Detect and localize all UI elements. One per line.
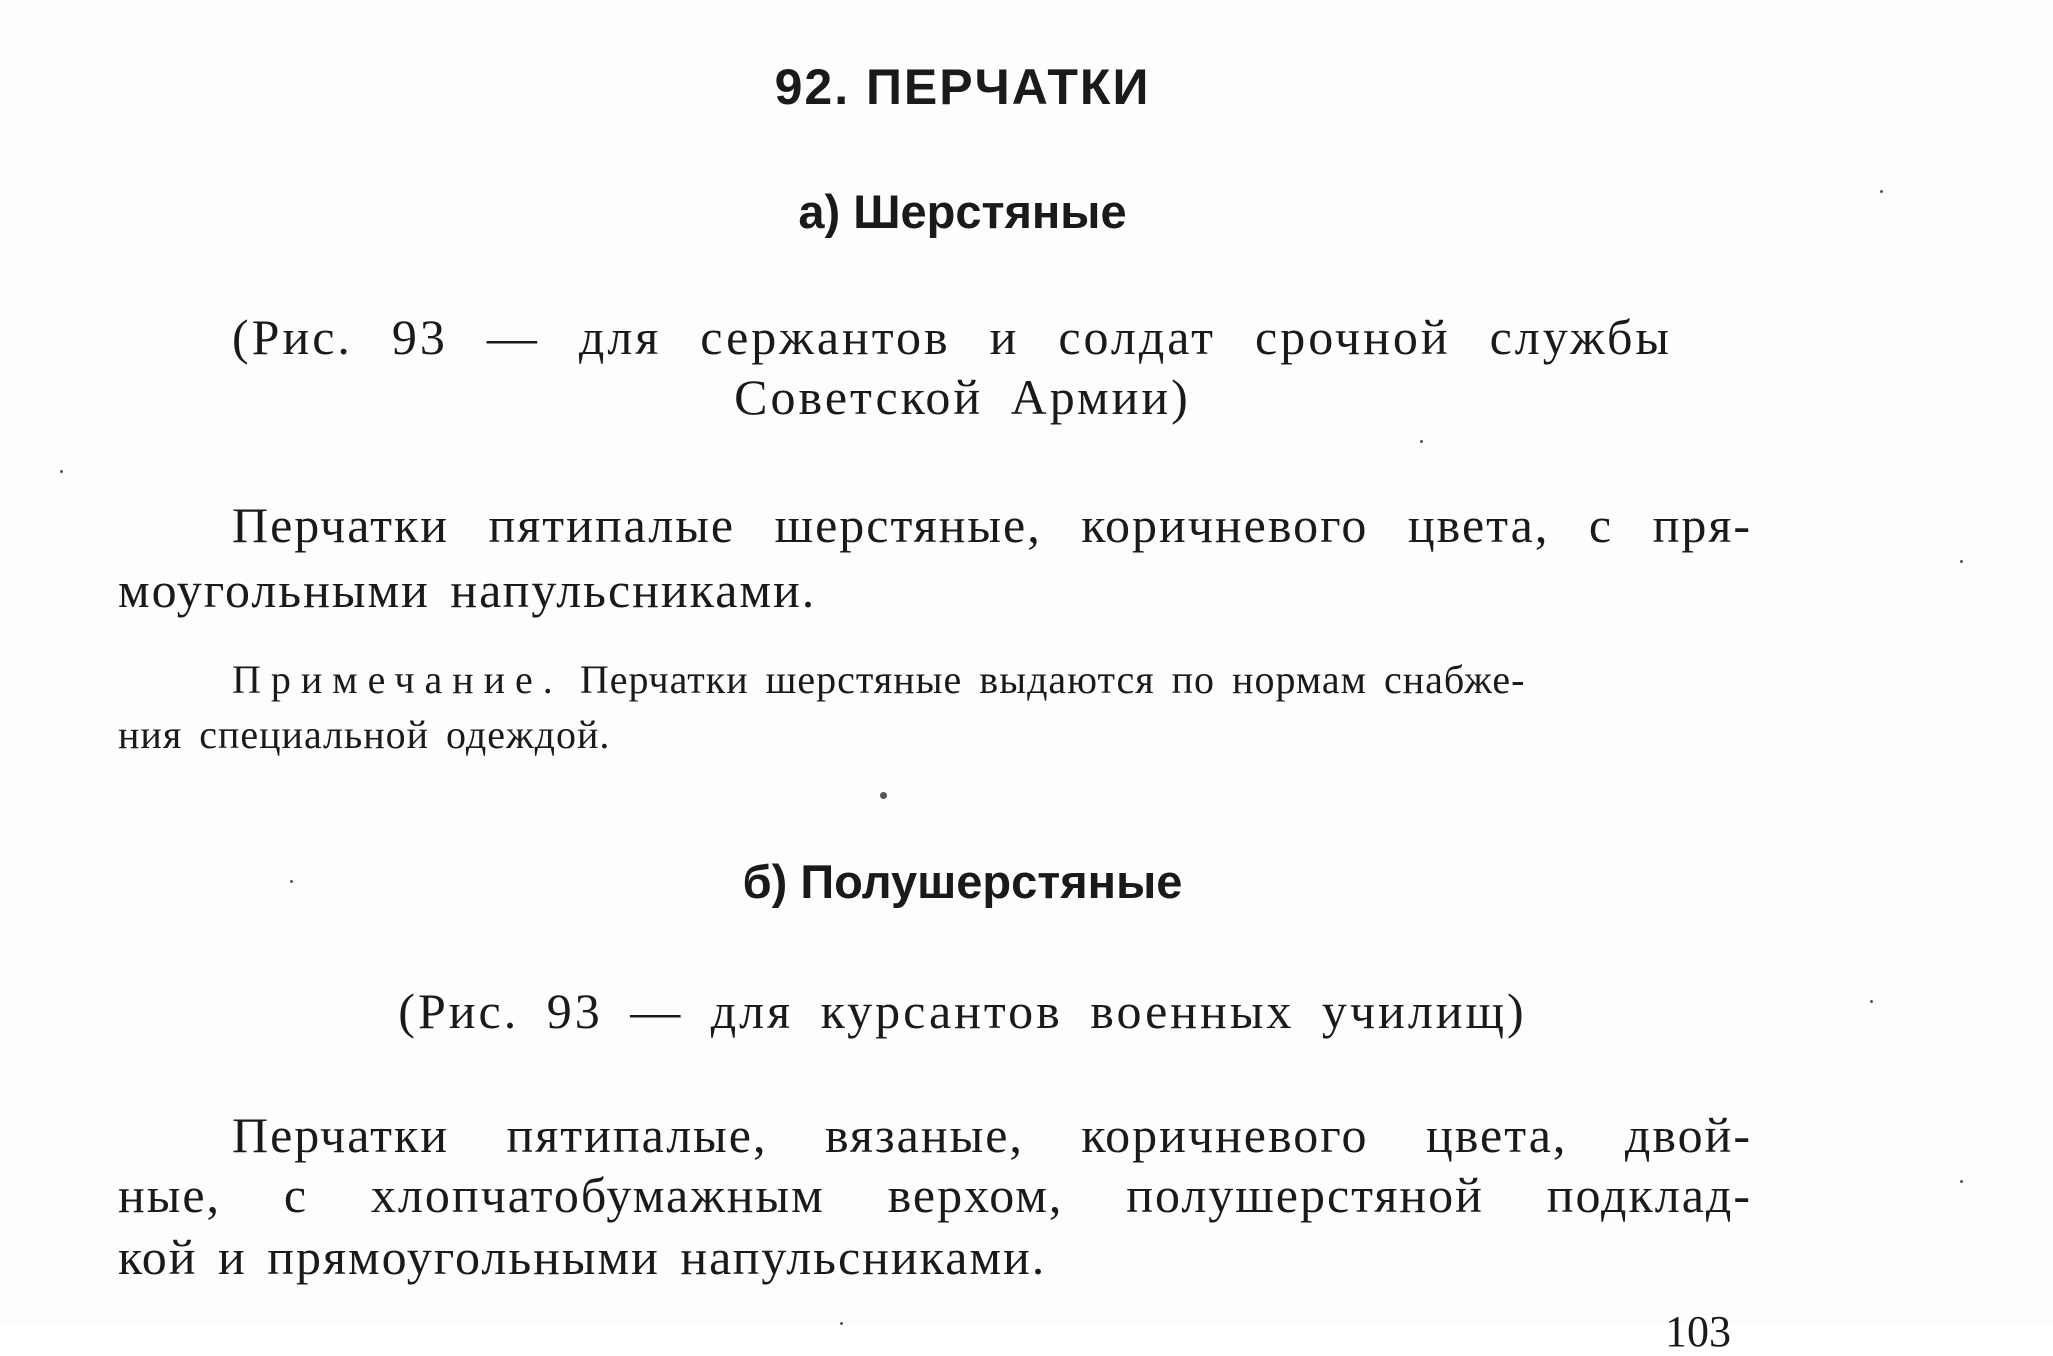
section-heading: 92. ПЕРЧАТКИ bbox=[774, 59, 1151, 115]
note-line1 bbox=[232, 657, 1752, 702]
note-line2: ния специальной одеждой. bbox=[118, 712, 611, 757]
scan-speck bbox=[1960, 1180, 1963, 1183]
scan-speck bbox=[1420, 440, 1423, 443]
paragraph-b-line3: кой и прямоугольными напульсниками. bbox=[118, 1229, 1047, 1285]
paragraph-a-line1: Перчатки пятипалые шерстяные, коричневого цвета, с пря- bbox=[232, 497, 1752, 553]
paragraph-b-line1: Перчатки пятипалые, вязаные, коричневого цвета, двой- bbox=[232, 1107, 1752, 1163]
figure-caption-b: (Рис. 93 — для курсантов военных училищ) bbox=[398, 983, 1527, 1039]
note-label: Примечание. bbox=[232, 657, 563, 702]
subsection-title-b: б) Полушерстяные bbox=[742, 855, 1183, 908]
figure-caption-a-line2: Советской Армии) bbox=[734, 369, 1191, 425]
paragraph-b-line2: ные, с хлопчатобумажным верхом, полушерстяной подклад- bbox=[118, 1167, 1752, 1223]
scan-speck bbox=[290, 880, 293, 883]
scan-speck bbox=[60, 470, 63, 473]
scan-speck bbox=[1870, 1000, 1873, 1003]
scan-speck bbox=[1960, 560, 1963, 563]
paragraph-a-line2: моугольными напульсниками. bbox=[118, 562, 817, 618]
page-number: 103 bbox=[1665, 1307, 1731, 1356]
scan-speck bbox=[880, 792, 887, 799]
note-text: Перчатки шерстяные выдаются по нормам снабже- bbox=[579, 657, 1526, 702]
scan-speck bbox=[1880, 190, 1883, 193]
figure-caption-a-line1: (Рис. 93 — для сержантов и солдат срочной службы bbox=[232, 309, 1672, 365]
subsection-title-a: а) Шерстяные bbox=[798, 185, 1127, 238]
